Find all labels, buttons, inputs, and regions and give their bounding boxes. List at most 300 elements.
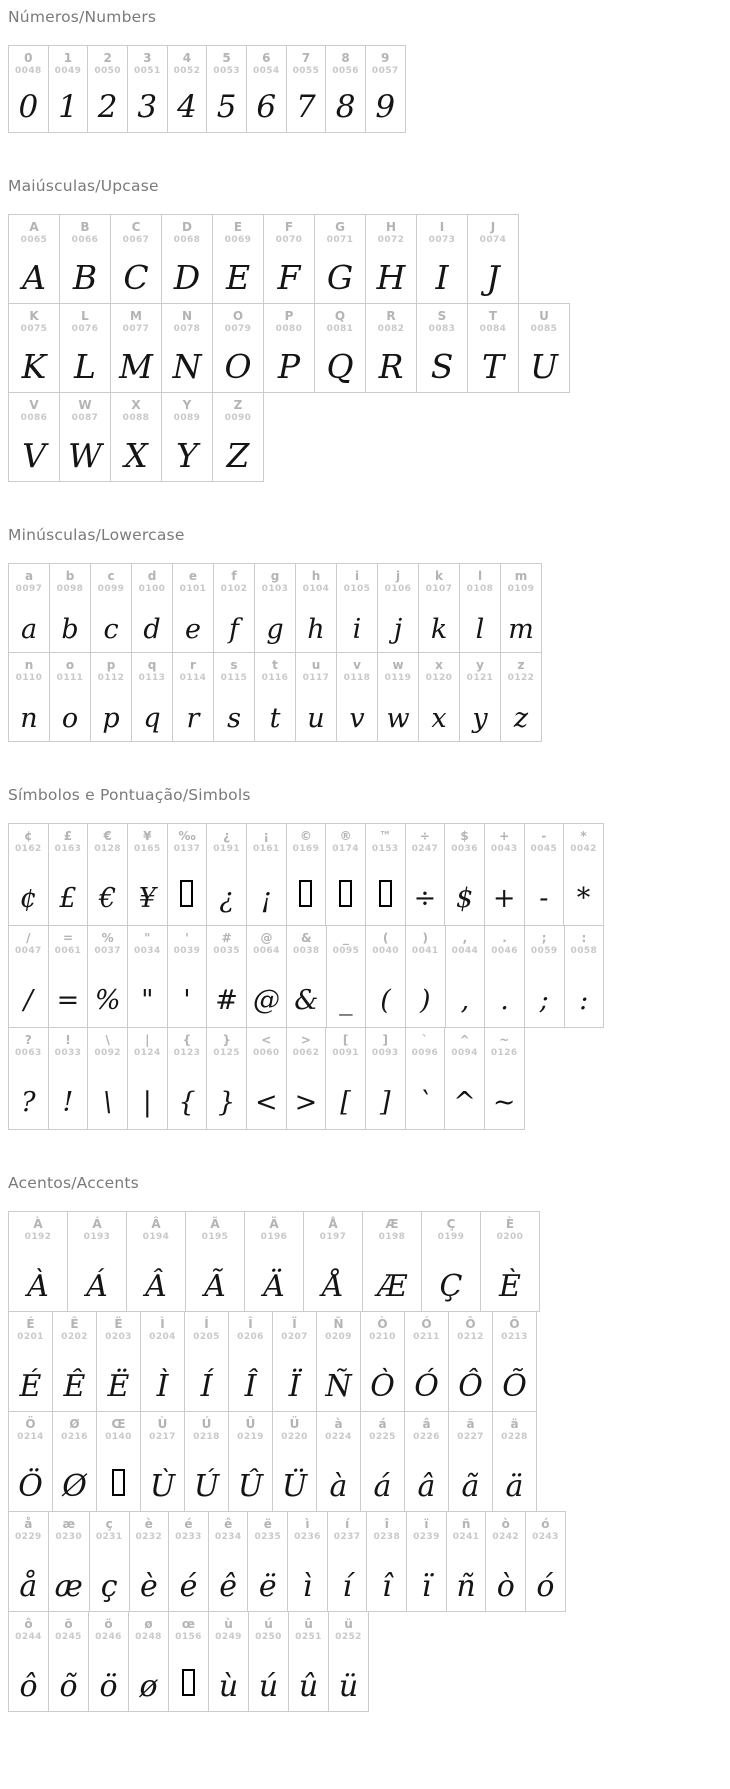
rendered-glyph: #: [215, 985, 238, 1016]
unicode-code-label: 0054: [252, 66, 280, 76]
rendered-glyph: q: [143, 703, 161, 734]
glyph-cell: [418, 563, 460, 653]
unicode-code-label: 0192: [24, 1232, 52, 1242]
char-row: [8, 1311, 537, 1412]
glyph-cell: [90, 652, 132, 742]
glyph-cell: [49, 652, 91, 742]
char-label: ¡: [263, 829, 269, 843]
glyph-cell: [206, 1027, 247, 1130]
rendered-glyph: ù: [218, 1669, 239, 1704]
char-label: Ñ: [333, 1317, 344, 1331]
char-label: Å: [328, 1217, 338, 1231]
unicode-code-label: 0112: [97, 673, 125, 683]
unicode-code-label: 0071: [326, 235, 354, 245]
rendered-glyph: È: [499, 1269, 521, 1304]
glyph-cell: [110, 214, 162, 304]
unicode-code-label: 0229: [15, 1532, 42, 1542]
glyph-cell: [52, 1411, 97, 1512]
char-label: O: [232, 309, 244, 323]
char-label: F: [284, 220, 294, 234]
glyph-cell: [8, 925, 49, 1028]
char-label: ?: [24, 1033, 32, 1047]
char-label: Œ: [111, 1417, 126, 1431]
unicode-code-label: 0069: [224, 235, 252, 245]
unicode-code-label: 0102: [220, 584, 248, 594]
char-label: å: [24, 1517, 33, 1531]
glyph-cell: [459, 652, 501, 742]
char-label: Ì: [160, 1317, 165, 1331]
unicode-code-label: 0033: [54, 1048, 82, 1058]
rendered-glyph: ø: [139, 1669, 158, 1704]
char-label: o: [65, 658, 75, 672]
char-label: m: [514, 569, 528, 583]
rendered-glyph: z: [513, 703, 529, 734]
unicode-code-label: 0169: [292, 844, 320, 854]
char-label: h: [311, 569, 321, 583]
section-heading-symbols: Símbolos e Pontuação/Simbols: [8, 786, 251, 804]
char-row: [8, 392, 264, 482]
unicode-code-label: 0249: [215, 1632, 242, 1642]
char-label: J: [490, 220, 496, 234]
glyph-cell: [167, 823, 208, 926]
unicode-code-label: 0237: [333, 1532, 361, 1542]
glyph-cell: [500, 652, 542, 742]
rendered-glyph: {: [178, 1087, 196, 1118]
rendered-glyph: Ø: [62, 1469, 87, 1504]
unicode-code-label: 0063: [15, 1048, 42, 1058]
rendered-glyph: u: [307, 703, 325, 734]
glyph-cell: [228, 1411, 273, 1512]
glyph-cell: [405, 823, 446, 926]
glyph-cell: [314, 303, 366, 393]
unicode-code-label: 0041: [411, 946, 439, 956]
char-label: ): [422, 931, 428, 945]
rendered-glyph: L: [74, 347, 96, 386]
unicode-code-label: 0086: [20, 413, 48, 423]
rendered-glyph: ~: [492, 1087, 516, 1118]
unicode-code-label: 0242: [492, 1532, 520, 1542]
rendered-glyph: X: [124, 436, 148, 475]
char-label: t: [272, 658, 278, 672]
rendered-glyph: B: [72, 258, 98, 297]
unicode-code-label: 0228: [501, 1432, 528, 1442]
unicode-code-label: 0245: [55, 1632, 82, 1642]
rendered-glyph: Á: [86, 1269, 108, 1304]
unicode-code-label: 0248: [135, 1632, 162, 1642]
char-label: D: [182, 220, 192, 234]
rendered-glyph: Ù: [149, 1469, 176, 1504]
char-label: &: [301, 931, 312, 945]
glyph-cell: [246, 925, 287, 1028]
rendered-glyph: Â: [145, 1269, 167, 1304]
glyph-cell: [365, 823, 406, 926]
char-label: v: [353, 658, 361, 672]
unicode-code-label: 0231: [95, 1532, 123, 1542]
unicode-code-label: 0059: [530, 946, 558, 956]
rendered-glyph: J: [486, 258, 500, 297]
char-label: ú: [264, 1617, 273, 1631]
char-label: k: [435, 569, 443, 583]
unicode-code-label: 0204: [149, 1332, 176, 1342]
unicode-code-label: 0066: [71, 235, 99, 245]
unicode-code-label: 0072: [377, 235, 405, 245]
rendered-glyph: Í: [200, 1369, 213, 1404]
char-label: y: [476, 658, 484, 672]
unicode-code-label: 0098: [56, 584, 84, 594]
char-label: i: [354, 569, 360, 583]
unicode-code-label: 0212: [457, 1332, 484, 1342]
rendered-glyph: [339, 880, 352, 916]
rendered-glyph: Ü: [281, 1469, 308, 1504]
rendered-glyph: é: [179, 1569, 198, 1604]
char-label: Â: [151, 1217, 161, 1231]
rendered-glyph: [299, 880, 312, 916]
unicode-code-label: 0078: [173, 324, 201, 334]
rendered-glyph: €: [99, 883, 117, 914]
char-label: ]: [382, 1033, 388, 1047]
char-label: R: [386, 309, 396, 323]
char-label: Ö: [25, 1417, 36, 1431]
glyph-cell: [492, 1311, 537, 1412]
char-label: %: [101, 931, 114, 945]
glyph-cell: [8, 1511, 49, 1612]
rendered-glyph: s: [227, 703, 241, 734]
rendered-glyph: Ó: [414, 1369, 439, 1404]
rendered-glyph: (: [380, 985, 391, 1016]
unicode-code-label: 0062: [292, 1048, 320, 1058]
section-numbers: [8, 8, 722, 133]
char-label: ¢: [24, 829, 33, 843]
glyph-cell: [206, 45, 247, 133]
glyph-cell: [446, 1511, 487, 1612]
unicode-code-label: 0252: [335, 1632, 362, 1642]
unicode-code-label: 0232: [135, 1532, 163, 1542]
char-label: õ: [64, 1617, 73, 1631]
unicode-code-label: 0195: [201, 1232, 229, 1242]
char-label: ": [144, 931, 151, 945]
glyph-cell: [365, 303, 417, 393]
unicode-code-label: 0042: [570, 844, 597, 854]
rendered-glyph: É: [19, 1369, 42, 1404]
char-label: n: [24, 658, 34, 672]
rendered-glyph: H: [376, 258, 406, 297]
glyph-cell: [360, 1311, 405, 1412]
rendered-glyph: Ê: [63, 1369, 86, 1404]
glyph-cell: [467, 214, 519, 304]
rendered-glyph: ;: [539, 985, 549, 1016]
unicode-code-label: 0057: [371, 66, 399, 76]
unicode-code-label: 0101: [179, 584, 207, 594]
glyph-cell: [246, 1027, 287, 1130]
rendered-glyph: /: [23, 985, 33, 1016]
glyph-cell: [314, 214, 366, 304]
rendered-glyph: w: [386, 703, 410, 734]
glyph-cell: [49, 563, 91, 653]
glyph-cell: [316, 1411, 361, 1512]
rendered-glyph: t: [269, 703, 281, 734]
char-label: d: [147, 569, 157, 583]
glyph-cell: [87, 45, 128, 133]
rendered-glyph: S: [430, 347, 454, 386]
char-label: -: [541, 829, 547, 843]
rendered-glyph: e: [185, 614, 201, 645]
char-label: Ç: [446, 1217, 456, 1231]
glyph-cell: [303, 1211, 363, 1312]
rendered-glyph: P: [277, 347, 301, 386]
unicode-code-label: 0199: [437, 1232, 465, 1242]
char-label: .: [502, 931, 507, 945]
rendered-glyph: =: [56, 985, 80, 1016]
char-label: 2: [103, 51, 112, 65]
glyph-cell: [272, 1411, 317, 1512]
rendered-glyph: Z: [226, 436, 250, 475]
glyph-cell: [87, 823, 128, 926]
rendered-glyph: b: [61, 614, 79, 645]
rendered-glyph: j: [393, 614, 403, 645]
unicode-code-label: 0096: [411, 1048, 439, 1058]
glyph-cell: [295, 652, 337, 742]
char-row: [8, 1511, 566, 1612]
char-label: 4: [182, 51, 192, 65]
rendered-glyph: û: [298, 1669, 319, 1704]
glyph-cell: [254, 563, 296, 653]
char-label: S: [437, 309, 447, 323]
unicode-code-label: 0104: [302, 584, 330, 594]
glyph-cell: [444, 1027, 485, 1130]
char-label: Æ: [385, 1217, 399, 1231]
char-label: x: [435, 658, 443, 672]
glyph-cell: [272, 1311, 317, 1412]
rendered-glyph: l: [475, 614, 485, 645]
glyph-cell: [110, 303, 162, 393]
rendered-glyph: Ú: [193, 1469, 220, 1504]
char-label: ô: [24, 1617, 33, 1631]
glyph-cell: [360, 1411, 405, 1512]
char-label: >: [300, 1033, 311, 1047]
char-label: _: [342, 931, 349, 945]
char-label: Û: [245, 1417, 256, 1431]
rendered-glyph: o: [61, 703, 79, 734]
unicode-code-label: 0083: [428, 324, 456, 334]
glyph-cell: [8, 392, 60, 482]
char-row: [8, 823, 604, 926]
unicode-code-label: 0105: [343, 584, 371, 594]
unicode-code-label: 0043: [490, 844, 518, 854]
rendered-glyph: è: [139, 1569, 158, 1604]
char-label: +: [499, 829, 510, 843]
unicode-code-label: 0163: [54, 844, 82, 854]
rendered-glyph: W: [68, 436, 102, 475]
unicode-code-label: 0128: [94, 844, 121, 854]
glyph-cell: [140, 1411, 185, 1512]
char-row: [8, 45, 406, 133]
char-label: œ: [181, 1617, 196, 1631]
glyph-cell: [8, 1611, 49, 1712]
unicode-code-label: 0034: [133, 946, 161, 956]
glyph-cell: [168, 1611, 209, 1712]
rendered-glyph: ñ: [456, 1569, 476, 1604]
glyph-cell: [336, 563, 378, 653]
unicode-code-label: 0241: [452, 1532, 480, 1542]
char-label: !: [65, 1033, 71, 1047]
rendered-glyph: n: [20, 703, 38, 734]
glyph-grid-numbers: [8, 45, 722, 133]
glyph-cell: [248, 1611, 289, 1712]
glyph-cell: [564, 925, 605, 1028]
glyph-cell: [48, 45, 89, 133]
rendered-glyph: ô: [19, 1669, 38, 1704]
unicode-code-label: 0220: [281, 1432, 308, 1442]
section-heading-numbers: Números/Numbers: [8, 8, 157, 26]
char-label: $: [460, 829, 469, 843]
unicode-code-label: 0225: [369, 1432, 396, 1442]
char-label: Ã: [210, 1217, 220, 1231]
unicode-code-label: 0244: [15, 1632, 42, 1642]
glyph-cell: [87, 1027, 128, 1130]
glyph-cell: [406, 1511, 447, 1612]
unicode-code-label: 0080: [275, 324, 303, 334]
rendered-glyph: g: [266, 614, 284, 645]
char-label: V: [29, 398, 39, 412]
char-label: j: [395, 569, 401, 583]
section-upcase: [8, 177, 722, 482]
glyph-cell: [8, 45, 49, 133]
char-label: Ä: [269, 1217, 279, 1231]
unicode-code-label: 0047: [15, 946, 42, 956]
glyph-cell: [127, 45, 168, 133]
unicode-code-label: 0235: [254, 1532, 282, 1542]
glyph-cell: [484, 823, 525, 926]
char-label: Ó: [421, 1317, 432, 1331]
glyph-cell: [208, 1611, 249, 1712]
glyph-cell: [48, 1611, 89, 1712]
unicode-code-label: 0251: [295, 1632, 322, 1642]
glyph-cell: [8, 1411, 53, 1512]
unicode-code-label: 0246: [95, 1632, 122, 1642]
char-label: ù: [224, 1617, 233, 1631]
glyph-cell: [59, 303, 111, 393]
glyph-cell: [228, 1311, 273, 1412]
char-row: [8, 1027, 525, 1130]
glyph-cell: [325, 1027, 366, 1130]
char-label: @: [260, 931, 273, 945]
glyph-cell: [404, 1311, 449, 1412]
char-label: \: [105, 1033, 110, 1047]
char-label: U: [539, 309, 549, 323]
char-row: [8, 925, 604, 1028]
char-label: ,: [462, 931, 468, 945]
char-row: [8, 563, 542, 653]
rendered-glyph: }: [218, 1087, 236, 1118]
char-label: /: [26, 931, 31, 945]
unicode-code-label: 0210: [369, 1332, 396, 1342]
unicode-code-label: 0045: [530, 844, 558, 854]
char-label: ò: [501, 1517, 510, 1531]
char-row: [8, 1411, 537, 1512]
unicode-code-label: 0216: [61, 1432, 88, 1442]
rendered-glyph: 9: [375, 89, 396, 125]
glyph-cell: [213, 652, 255, 742]
glyph-cell: [131, 652, 173, 742]
unicode-code-label: 0161: [252, 844, 280, 854]
unicode-code-label: 0238: [373, 1532, 401, 1542]
section-symbols: [8, 786, 722, 1130]
rendered-glyph: ë: [258, 1569, 277, 1604]
rendered-glyph: 6: [256, 89, 277, 125]
char-label: æ: [62, 1517, 76, 1531]
rendered-glyph: £: [59, 883, 77, 914]
glyph-cell: [492, 1411, 537, 1512]
rendered-glyph: a: [20, 614, 38, 645]
rendered-glyph: [379, 880, 392, 916]
glyph-cell: [96, 1311, 141, 1412]
char-label: u: [311, 658, 321, 672]
unicode-code-label: 0039: [173, 946, 201, 956]
char-label: Ô: [465, 1317, 476, 1331]
glyph-cell: [89, 1511, 130, 1612]
unicode-code-label: 0038: [292, 946, 320, 956]
char-label: ì: [305, 1517, 310, 1531]
glyph-cell: [131, 563, 173, 653]
char-label: N: [181, 309, 193, 323]
glyph-cell: [184, 1411, 229, 1512]
char-label: 7: [301, 51, 311, 65]
char-label: c: [107, 569, 115, 583]
rendered-glyph: R: [378, 347, 404, 386]
char-label: à: [334, 1417, 343, 1431]
char-label: ä: [510, 1417, 519, 1431]
unicode-code-label: 0122: [507, 673, 535, 683]
rendered-glyph: !: [62, 1087, 74, 1118]
glyph-cell: [484, 925, 525, 1028]
glyph-cell: [8, 1211, 68, 1312]
char-label: H: [385, 220, 397, 234]
glyph-cell: [48, 925, 89, 1028]
rendered-glyph: h: [307, 614, 325, 645]
glyph-cell: [405, 1027, 446, 1130]
rendered-glyph: D: [173, 258, 201, 297]
char-label: :: [581, 931, 587, 945]
glyph-cell: [366, 1511, 407, 1612]
rendered-glyph: \: [103, 1087, 113, 1118]
rendered-glyph: A: [22, 258, 46, 297]
glyph-cell: [212, 214, 264, 304]
unicode-code-label: 0074: [479, 235, 507, 245]
char-row: [8, 303, 570, 393]
glyph-cell: [184, 1311, 229, 1412]
rendered-glyph: [: [340, 1087, 351, 1118]
char-label: ;: [541, 931, 547, 945]
missing-glyph-box: [112, 1469, 125, 1496]
unicode-code-label: 0040: [372, 946, 399, 956]
char-label: 6: [262, 51, 271, 65]
char-label: =: [62, 931, 74, 945]
unicode-code-label: 0124: [133, 1048, 161, 1058]
glyph-cell: [206, 925, 247, 1028]
char-label: M: [130, 309, 142, 323]
glyph-cell: [286, 823, 327, 926]
character-map: [8, 8, 722, 1712]
unicode-code-label: 0068: [173, 235, 201, 245]
rendered-glyph: ç: [100, 1569, 118, 1604]
rendered-glyph: 2: [97, 89, 118, 125]
unicode-code-label: 0092: [94, 1048, 121, 1058]
char-label: ¥: [143, 829, 152, 843]
char-label: A: [29, 220, 39, 234]
unicode-code-label: 0116: [261, 673, 289, 683]
unicode-code-label: 0140: [105, 1432, 132, 1442]
char-label: b: [65, 569, 75, 583]
